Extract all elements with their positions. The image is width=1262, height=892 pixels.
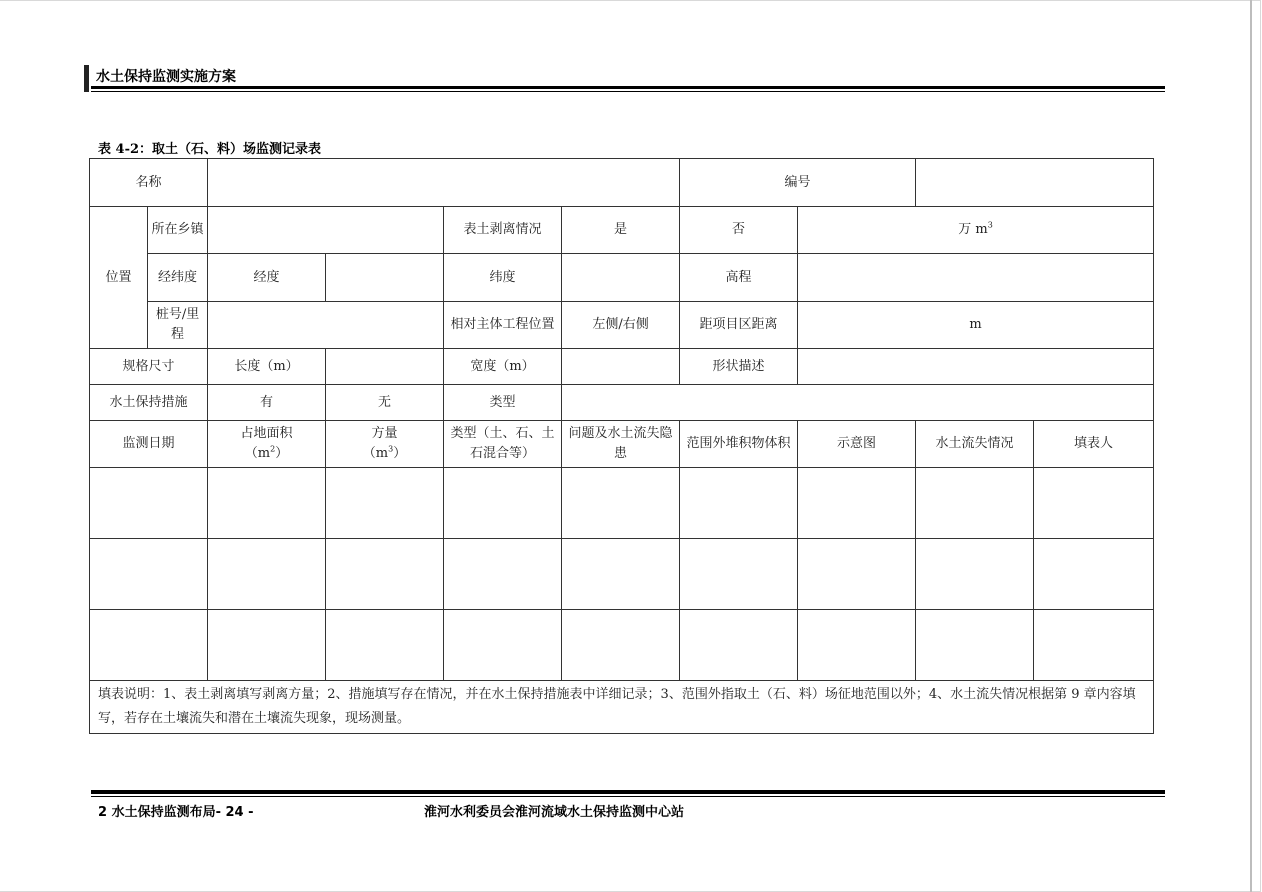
data-cell[interactable] (680, 610, 798, 681)
data-cell[interactable] (798, 539, 916, 610)
distance-label: 距项目区距离 (680, 302, 798, 349)
footer-organization: 淮河水利委员会淮河流域水土保持监测中心站 (424, 805, 685, 820)
measures-type-value-cell[interactable] (562, 385, 1154, 421)
latitude-value-cell[interactable] (562, 254, 680, 302)
data-cell[interactable] (208, 468, 326, 539)
measures-none: 无 (326, 385, 444, 421)
data-cell[interactable] (680, 468, 798, 539)
footer-page-info: 2 水土保持监测布局- 24 - (98, 805, 254, 820)
data-cell[interactable] (208, 539, 326, 610)
measures-type-label: 类型 (444, 385, 562, 421)
table-caption: 表 4-2：取土（石、料）场监测记录表 (98, 142, 322, 157)
table-row (90, 254, 1154, 302)
spec-label: 规格尺寸 (90, 349, 208, 385)
latitude-label: 纬度 (444, 254, 562, 302)
elevation-label: 高程 (680, 254, 798, 302)
data-cell[interactable] (326, 468, 444, 539)
length-value-cell[interactable] (326, 349, 444, 385)
footer-rule (91, 790, 1165, 794)
swc-measures-label: 水土保持措施 (90, 385, 208, 421)
topsoil-yes: 是 (562, 207, 680, 254)
data-cell[interactable] (798, 468, 916, 539)
page-edge (1250, 0, 1252, 892)
area-label: 占地面积 (240, 426, 293, 441)
number-value-cell[interactable] (916, 159, 1154, 207)
name-label: 名称 (90, 159, 208, 207)
table-row (90, 468, 1154, 539)
measures-has: 有 (208, 385, 326, 421)
monitoring-record-table (89, 158, 1154, 734)
data-cell[interactable] (208, 610, 326, 681)
col-header-date: 监测日期 (90, 421, 208, 468)
data-cell[interactable] (90, 539, 208, 610)
data-cell[interactable] (916, 610, 1034, 681)
left-right-label: 左侧/右侧 (562, 302, 680, 349)
data-cell[interactable] (90, 610, 208, 681)
latlon-label: 经纬度 (148, 254, 208, 302)
data-cell[interactable] (444, 610, 562, 681)
relative-position-label: 相对主体工程位置 (444, 302, 562, 349)
volume-label: 方量 (371, 426, 398, 441)
table-row (90, 539, 1154, 610)
topsoil-label: 表土剥离情况 (444, 207, 562, 254)
number-label: 编号 (680, 159, 916, 207)
shape-value-cell[interactable] (798, 349, 1154, 385)
township-label: 所在乡镇 (148, 207, 208, 254)
col-header-outside-volume: 范围外堆积物体积 (680, 421, 798, 468)
data-cell[interactable] (1034, 539, 1154, 610)
width-value-cell[interactable] (562, 349, 680, 385)
township-value-cell[interactable] (208, 207, 444, 254)
table-row (90, 610, 1154, 681)
header-accent-bar (84, 65, 89, 92)
length-label: 长度（m） (208, 349, 326, 385)
header-rule (91, 86, 1165, 89)
data-cell[interactable] (798, 610, 916, 681)
footer-rule-thin (91, 796, 1165, 797)
table-row (90, 159, 1154, 207)
col-header-diagram: 示意图 (798, 421, 916, 468)
shape-label: 形状描述 (680, 349, 798, 385)
data-cell[interactable] (90, 468, 208, 539)
volume-unit-label: （m (362, 446, 389, 461)
data-cell[interactable] (680, 539, 798, 610)
col-header-volume: 方量 $(m^3)$ (326, 421, 444, 468)
header-rule-thin (91, 91, 1165, 92)
longitude-value-cell[interactable] (326, 254, 444, 302)
data-cell[interactable] (562, 539, 680, 610)
col-header-area: 占地面积 $(m^2)$ (208, 421, 326, 468)
table-row (90, 302, 1154, 349)
data-cell[interactable] (916, 539, 1034, 610)
longitude-label: 经度 (208, 254, 326, 302)
data-cell[interactable] (326, 610, 444, 681)
elevation-value-cell[interactable] (798, 254, 1154, 302)
table-row (90, 207, 1154, 254)
data-cell[interactable] (1034, 468, 1154, 539)
data-cell[interactable] (562, 610, 680, 681)
width-label: 宽度（m） (444, 349, 562, 385)
table-note-row (90, 681, 1154, 734)
table-header-row (90, 421, 1154, 468)
stake-label: 桩号/里程 (148, 302, 208, 349)
distance-unit: m (798, 302, 1154, 349)
data-cell[interactable] (1034, 610, 1154, 681)
data-cell[interactable] (916, 468, 1034, 539)
col-header-hazards: 问题及水土流失隐患 (562, 421, 680, 468)
position-label: 位置 (90, 207, 148, 349)
table-note: 填表说明：1、表土剥离填写剥离方量；2、措施填写存在情况，并在水土保持措施表中详细记录；3、范围外指取土（石、料）场征地范围以外；4、水土流失情况根据第 9 章内容填写，若存在土壤流失和潜在土壤流失现象，现场测量。 (90, 681, 1154, 734)
col-header-filler: 填表人 (1034, 421, 1154, 468)
name-value-cell[interactable] (208, 159, 680, 207)
table-row (90, 349, 1154, 385)
col-header-erosion: 水土流失情况 (916, 421, 1034, 468)
area-unit: （m (244, 446, 271, 461)
topsoil-volume-cell[interactable]: 万 $m^3$ (798, 207, 1154, 254)
table-row (90, 385, 1154, 421)
volume-unit: 万 m (958, 222, 988, 237)
data-cell[interactable] (326, 539, 444, 610)
data-cell[interactable] (444, 539, 562, 610)
topsoil-no: 否 (680, 207, 798, 254)
stake-value-cell[interactable] (208, 302, 444, 349)
data-cell[interactable] (444, 468, 562, 539)
data-cell[interactable] (562, 468, 680, 539)
header-title: 水土保持监测实施方案 (96, 69, 236, 85)
col-header-material-type: 类型（土、石、土石混合等） (444, 421, 562, 468)
